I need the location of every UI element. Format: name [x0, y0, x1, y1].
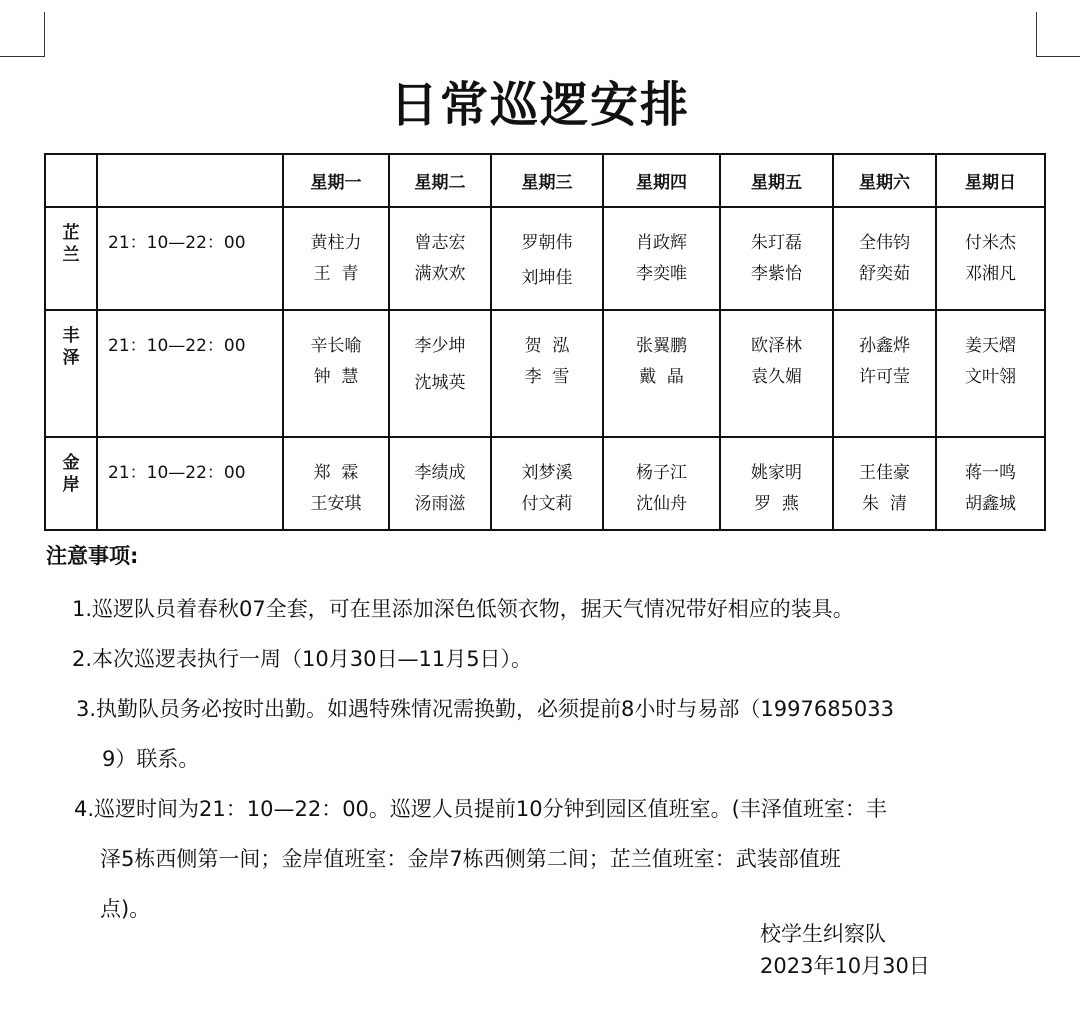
table-row — [45, 207, 1045, 310]
duty-names-cell: 曾志宏 满欢欢 — [389, 207, 491, 310]
area-label: 丰 泽 — [45, 310, 97, 437]
duty-names-cell: 孙鑫烨 许可莹 — [833, 310, 936, 437]
notes-section — [46, 538, 1046, 934]
duty-names-cell: 姜天熠 文叶翎 — [936, 310, 1045, 437]
area-label: 芷 兰 — [45, 207, 97, 310]
duty-names-cell: 罗朝伟 刘坤佳 — [491, 207, 603, 310]
notes-title: 注意事项: — [46, 544, 139, 568]
day-header: 星期一 — [283, 154, 389, 207]
duty-names-cell: 全伟钧 舒奕茹 — [833, 207, 936, 310]
duty-names-cell: 肖政辉 李奕唯 — [603, 207, 720, 310]
duty-names-cell: 郑 霖 王安琪 — [283, 437, 389, 530]
duty-names-cell: 蒋一鸣 胡鑫城 — [936, 437, 1045, 530]
area-label: 金 岸 — [45, 437, 97, 530]
page-title: 日常巡逻安排 — [389, 77, 690, 133]
note-item: 4.巡逻时间为21：10—22：00。巡逻人员提前10分钟到园区值班室。(丰泽值班室：丰 泽5栋西侧第一间；金岸值班室：金岸7栋西侧第二间；芷兰值班室：武装部值班 点)。 — [74, 797, 887, 921]
signature-block — [760, 918, 930, 982]
day-header: 星期五 — [720, 154, 833, 207]
note-item: 2.本次巡逻表执行一周（10月30日—11月5日）。 — [72, 647, 533, 671]
table-header-row — [45, 154, 1045, 207]
header-empty-cell — [45, 154, 97, 207]
table-row — [45, 437, 1045, 530]
signature-organization: 校学生纠察队 — [760, 922, 886, 946]
duty-names-cell: 杨子江 沈仙舟 — [603, 437, 720, 530]
patrol-schedule-table — [44, 153, 1046, 531]
day-header: 星期六 — [833, 154, 936, 207]
duty-names-cell: 张翼鹏 戴 晶 — [603, 310, 720, 437]
duty-names-cell: 姚家明 罗 燕 — [720, 437, 833, 530]
duty-names-cell: 贺 泓 李 雪 — [491, 310, 603, 437]
duty-names-cell: 辛长喻 钟 慧 — [283, 310, 389, 437]
table-row — [45, 310, 1045, 437]
signature-date: 2023年10月30日 — [760, 954, 930, 978]
patrol-time: 21：10—22：00 — [97, 207, 283, 310]
day-header: 星期三 — [491, 154, 603, 207]
duty-names-cell: 朱玎磊 李紫怡 — [720, 207, 833, 310]
duty-names-cell: 刘梦溪 付文莉 — [491, 437, 603, 530]
patrol-time: 21：10—22：00 — [97, 437, 283, 530]
header-empty-cell — [97, 154, 283, 207]
duty-names-cell: 李绩成 汤雨滋 — [389, 437, 491, 530]
duty-names-cell: 付米杰 邓湘凡 — [936, 207, 1045, 310]
day-header: 星期二 — [389, 154, 491, 207]
duty-names-cell: 李少坤 沈城英 — [389, 310, 491, 437]
crop-mark-top-left — [0, 12, 45, 57]
patrol-time: 21：10—22：00 — [97, 310, 283, 437]
duty-names-cell: 王佳豪 朱 清 — [833, 437, 936, 530]
note-item: 1.巡逻队员着春秋07全套，可在里添加深色低领衣物，据天气情况带好相应的装具。 — [72, 597, 854, 621]
duty-names-cell: 黄柱力 王 青 — [283, 207, 389, 310]
duty-names-cell: 欧泽林 袁久媚 — [720, 310, 833, 437]
day-header: 星期日 — [936, 154, 1045, 207]
day-header: 星期四 — [603, 154, 720, 207]
note-item: 3.执勤队员务必按时出勤。如遇特殊情况需换勤，必须提前8小时与易部（1997685033 9）联系。 — [76, 697, 895, 771]
crop-mark-top-right — [1036, 12, 1080, 57]
